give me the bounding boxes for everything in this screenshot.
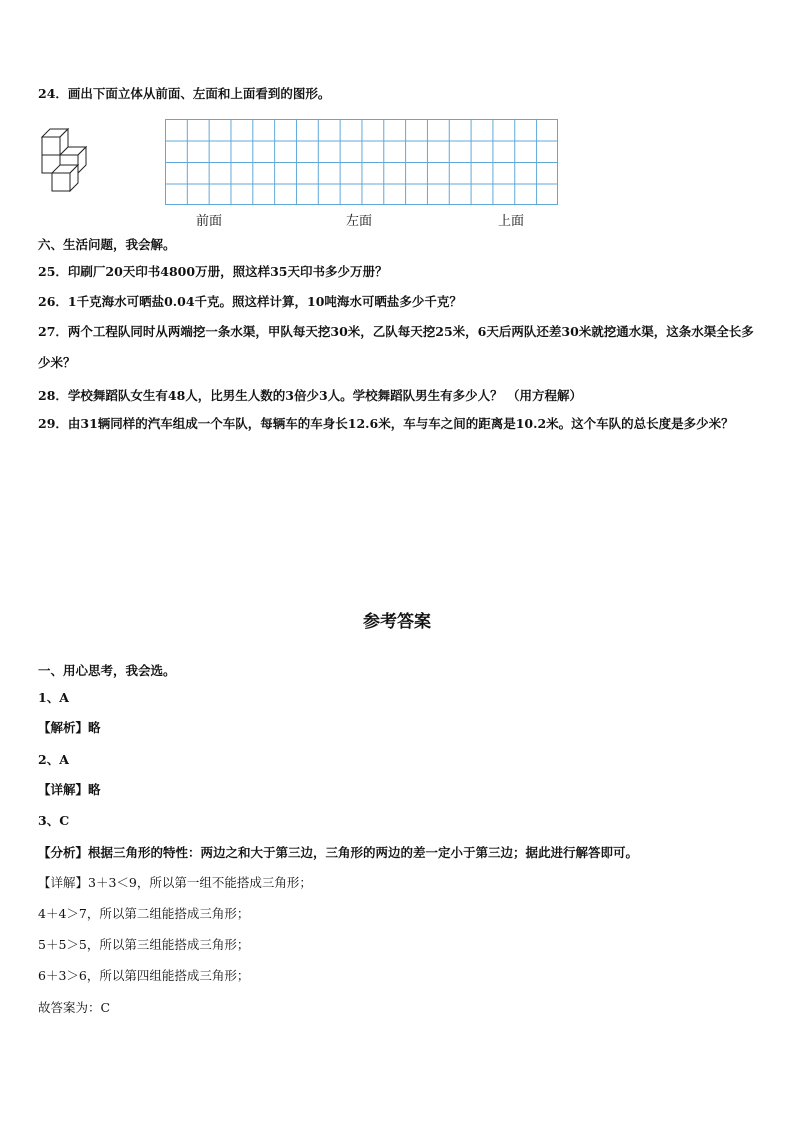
cube-solid-figure <box>40 127 102 199</box>
question-27: 27．两个工程队同时从两端挖一条水渠，甲队每天挖30米，乙队每天挖25米，6天后两队还差30米就挖通水渠，这条水渠全长多少米？ <box>38 324 754 370</box>
drawing-grid[interactable] <box>165 119 558 205</box>
grid-label-front: 前面 <box>196 214 223 229</box>
answer-3-detail-1: 【详解】3＋3＜9，所以第一组不能搭成三角形； <box>38 875 312 890</box>
answer-3: 3、C <box>38 813 70 828</box>
answer-1: 1、A <box>38 690 69 705</box>
question-25: 25．印刷厂20天印书4800万册，照这样35天印书多少万册？ <box>38 264 388 279</box>
answer-2-note: 【详解】略 <box>38 782 101 797</box>
question-24: 24．画出下面立体从前面、左面和上面看到的图形。 <box>38 86 331 101</box>
answer-3-analysis: 【分析】根据三角形的特性：两边之和大于第三边，三角形的两边的差一定小于第三边；据此进行解答即可。 <box>38 845 639 860</box>
answers-title: 参考答案 <box>363 612 431 632</box>
grid-label-top: 上面 <box>498 214 525 229</box>
answer-3-conclusion: 故答案为：C <box>38 1000 111 1015</box>
answers-section-1: 一、用心思考，我会选。 <box>38 663 176 678</box>
answer-1-note: 【解析】略 <box>38 720 101 735</box>
answer-3-detail-3: 5＋5＞5，所以第三组能搭成三角形； <box>38 937 250 952</box>
answer-3-detail-4: 6＋3＞6，所以第四组能搭成三角形； <box>38 968 250 983</box>
grid-label-left: 左面 <box>346 214 373 229</box>
question-28: 28．学校舞蹈队女生有48人，比男生人数的3倍少3人。学校舞蹈队男生有多少人？ （用方程解） <box>38 388 583 403</box>
answer-2: 2、A <box>38 752 69 767</box>
answer-3-detail-2: 4＋4＞7，所以第二组能搭成三角形； <box>38 906 250 921</box>
section-6-heading: 六、生活问题，我会解。 <box>38 237 176 252</box>
question-26: 26．1千克海水可晒盐0.04千克。照这样计算，10吨海水可晒盐多少千克？ <box>38 294 462 309</box>
question-29: 29．由31辆同样的汽车组成一个车队，每辆车的车身长12.6米，车与车之间的距离是10.2米。这个车队的总长度是多少米？ <box>38 416 734 431</box>
